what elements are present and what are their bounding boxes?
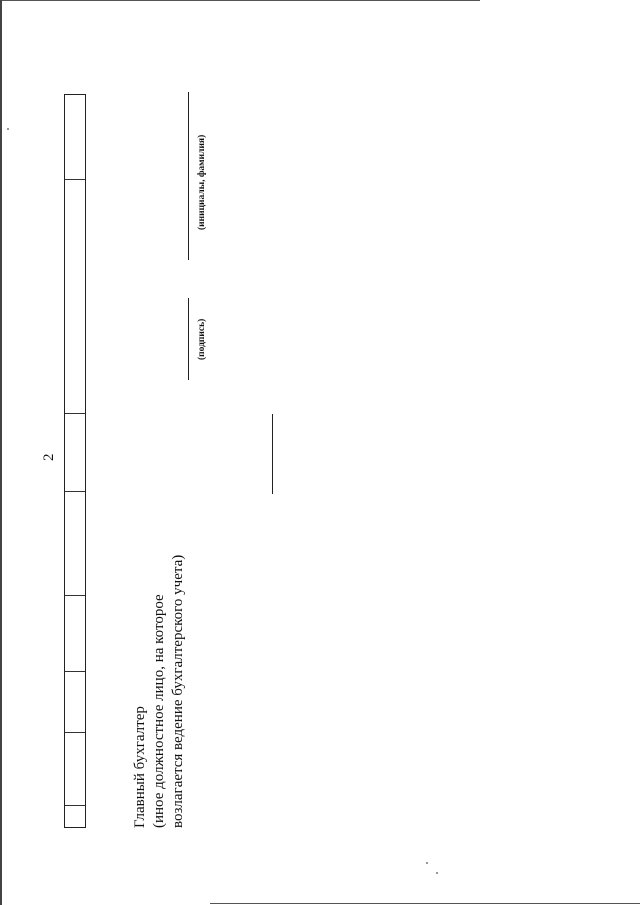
name-caption: (инициалы, фамилия) [197, 134, 207, 230]
scan-edge-left [0, 0, 2, 905]
signature-subtitle-line2: возлагается ведение бухгалтерского учета) [170, 554, 186, 828]
page-number: 2 [41, 453, 57, 461]
signature-heading [131, 555, 188, 828]
scan-speck [426, 862, 428, 864]
table-row-divider [65, 595, 85, 596]
signature-subtitle-line1: (иное должностное лицо, на которое [151, 594, 167, 828]
table-row-divider [65, 491, 85, 492]
stray-line [272, 414, 273, 494]
table-row-divider [65, 179, 85, 180]
table-row-divider [65, 805, 85, 806]
name-line [188, 92, 189, 260]
table-row-divider [65, 671, 85, 672]
scan-edge-bottom [210, 903, 640, 904]
scan-speck [7, 128, 9, 130]
scan-edge-top [0, 0, 480, 1]
table-row-divider [65, 732, 85, 733]
signature-title: Главный бухгалтер [132, 706, 148, 828]
table-fragment [64, 94, 86, 828]
scan-speck [436, 872, 438, 874]
table-row-divider [65, 413, 85, 414]
signature-line [188, 298, 189, 380]
signature-caption: (подпись) [197, 318, 207, 360]
